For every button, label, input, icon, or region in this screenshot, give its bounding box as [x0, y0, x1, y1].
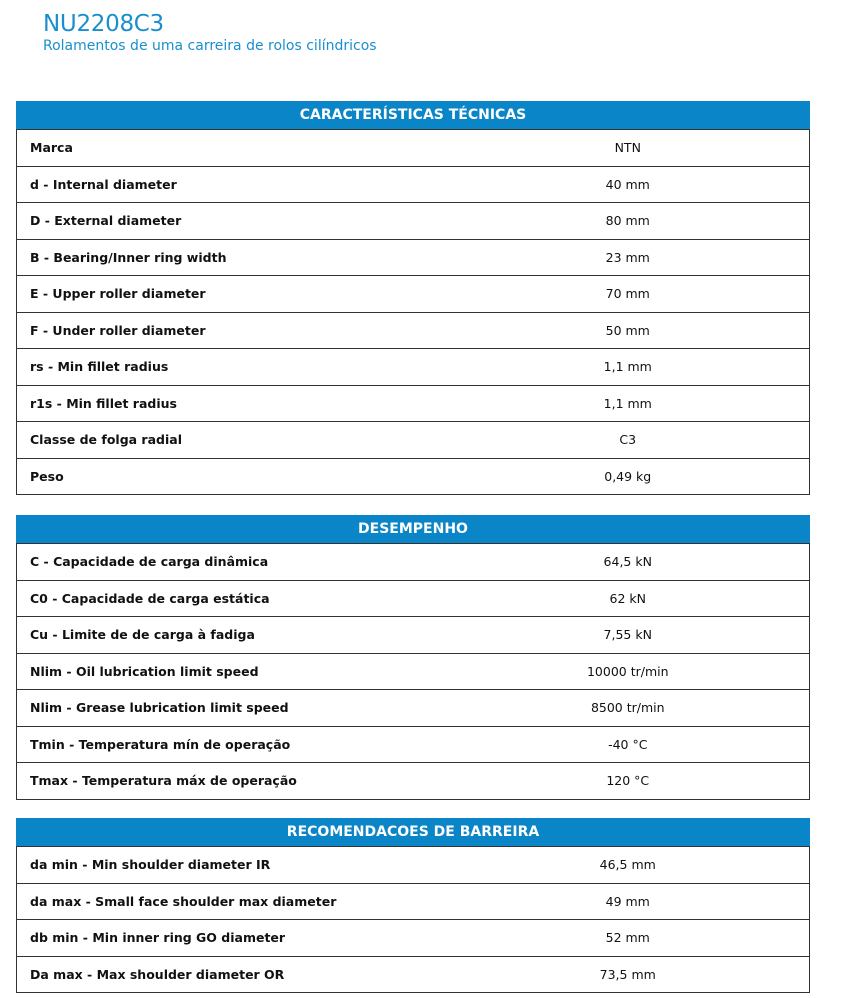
row-label: Peso: [17, 458, 447, 495]
row-value: 46,5 mm: [447, 847, 810, 884]
table-row: [17, 580, 810, 617]
row-value: 40 mm: [447, 166, 810, 203]
table-row: [17, 617, 810, 654]
row-value: 50 mm: [447, 312, 810, 349]
section-header: CARACTERÍSTICAS TÉCNICAS: [16, 101, 810, 129]
row-label: Classe de folga radial: [17, 422, 447, 459]
table-row: [17, 166, 810, 203]
row-value: -40 °C: [447, 726, 810, 763]
row-value: 120 °C: [447, 763, 810, 800]
table-row: [17, 544, 810, 581]
row-label: D - External diameter: [17, 203, 447, 240]
row-label: r1s - Min fillet radius: [17, 385, 447, 422]
section-header: DESEMPENHO: [16, 515, 810, 543]
table-row: [17, 653, 810, 690]
spec-table: [16, 129, 810, 495]
row-label: Nlim - Oil lubrication limit speed: [17, 653, 447, 690]
product-title: NU2208C3: [43, 11, 164, 37]
row-label: Nlim - Grease lubrication limit speed: [17, 690, 447, 727]
row-value: 1,1 mm: [447, 349, 810, 386]
table-row: [17, 956, 810, 993]
row-value: 8500 tr/min: [447, 690, 810, 727]
table-row: [17, 276, 810, 313]
row-value: 23 mm: [447, 239, 810, 276]
table-row: [17, 312, 810, 349]
table-row: [17, 422, 810, 459]
row-label: rs - Min fillet radius: [17, 349, 447, 386]
row-value: 64,5 kN: [447, 544, 810, 581]
table-row: [17, 726, 810, 763]
spec-table: [16, 846, 810, 993]
row-label: C0 - Capacidade de carga estática: [17, 580, 447, 617]
row-value: 10000 tr/min: [447, 653, 810, 690]
row-label: db min - Min inner ring GO diameter: [17, 920, 447, 957]
row-label: B - Bearing/Inner ring width: [17, 239, 447, 276]
table-row: [17, 385, 810, 422]
row-label: E - Upper roller diameter: [17, 276, 447, 313]
section-shoulder-recommendations: [16, 818, 810, 993]
table-row: [17, 458, 810, 495]
section-technical-characteristics: [16, 101, 810, 495]
row-label: C - Capacidade de carga dinâmica: [17, 544, 447, 581]
table-row: [17, 690, 810, 727]
row-label: da max - Small face shoulder max diameter: [17, 883, 447, 920]
section-performance: [16, 515, 810, 800]
row-label: d - Internal diameter: [17, 166, 447, 203]
table-row: [17, 239, 810, 276]
row-value: 0,49 kg: [447, 458, 810, 495]
row-value: 62 kN: [447, 580, 810, 617]
row-label: Tmax - Temperatura máx de operação: [17, 763, 447, 800]
section-header: RECOMENDACOES DE BARREIRA: [16, 818, 810, 846]
row-label: Da max - Max shoulder diameter OR: [17, 956, 447, 993]
row-value: 73,5 mm: [447, 956, 810, 993]
row-label: Tmin - Temperatura mín de operação: [17, 726, 447, 763]
row-value: 7,55 kN: [447, 617, 810, 654]
row-value: NTN: [447, 130, 810, 167]
row-label: da min - Min shoulder diameter IR: [17, 847, 447, 884]
row-value: 80 mm: [447, 203, 810, 240]
row-value: C3: [447, 422, 810, 459]
row-value: 1,1 mm: [447, 385, 810, 422]
row-value: 52 mm: [447, 920, 810, 957]
table-row: [17, 763, 810, 800]
table-row: [17, 349, 810, 386]
row-value: 70 mm: [447, 276, 810, 313]
row-label: F - Under roller diameter: [17, 312, 447, 349]
table-row: [17, 883, 810, 920]
product-subtitle: Rolamentos de uma carreira de rolos cilíndricos: [43, 38, 377, 54]
table-row: [17, 847, 810, 884]
table-row: [17, 130, 810, 167]
table-row: [17, 920, 810, 957]
table-row: [17, 203, 810, 240]
spec-table: [16, 543, 810, 800]
row-label: Cu - Limite de de carga à fadiga: [17, 617, 447, 654]
row-value: 49 mm: [447, 883, 810, 920]
row-label: Marca: [17, 130, 447, 167]
